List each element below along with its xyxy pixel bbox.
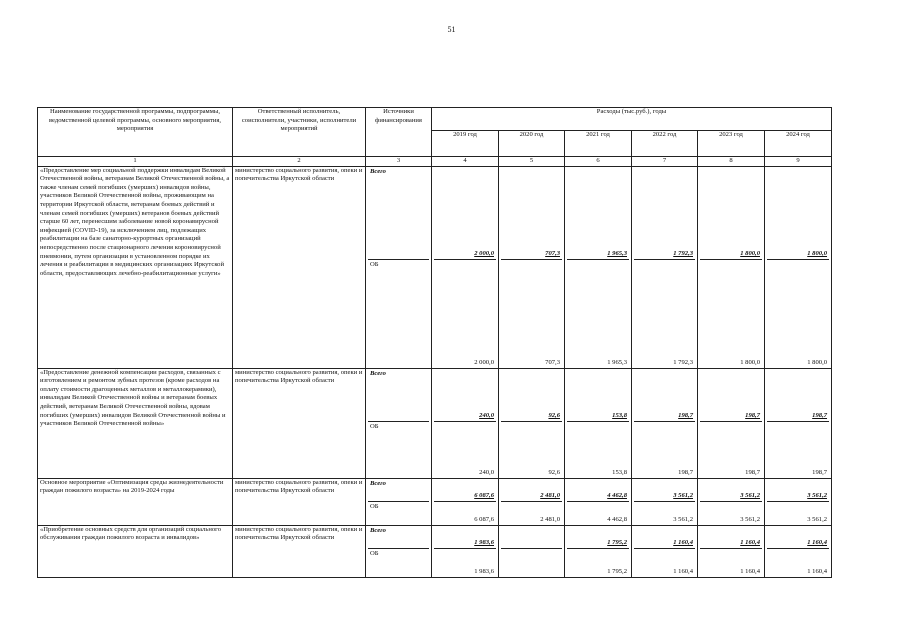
year-value-cell — [698, 166, 765, 368]
table-row — [38, 166, 832, 368]
year-value-cell — [698, 525, 765, 577]
source-total-label: Всего — [368, 369, 429, 422]
year-value-cell — [765, 368, 832, 478]
ob-value: 153,8 — [612, 469, 627, 476]
funding-sources — [366, 478, 432, 525]
ob-value: 4 462,8 — [607, 516, 627, 523]
year-value-cell — [565, 166, 632, 368]
table-row — [38, 525, 832, 577]
total-value: 1 160,4 — [767, 526, 829, 549]
ob-value: 2 481,0 — [540, 516, 560, 523]
funding-sources — [366, 368, 432, 478]
activity-name: «Предоставление денежной компенсации расходов, связанных с изготовлением и ремонтом зубных протезов (кроме расходов на оплату стоимости драгоценных металлов и металлокерамики), инвалидам Великой Отечественной войны и ветеранам боевых действий, ветеранам Великой Отечественной войны, вдовам погибших (умерших) инвалидов Великой Отечественной войны и участников Великой Отечественной войны» — [38, 368, 233, 478]
year-value-cell — [499, 478, 565, 525]
year-value-cell — [432, 525, 499, 577]
total-value: 153,8 — [567, 369, 629, 422]
year-value-cell — [765, 525, 832, 577]
total-value: 1 800,0 — [700, 167, 762, 260]
table-row — [38, 368, 832, 478]
total-value: 1 160,4 — [700, 526, 762, 549]
column-number: 7 — [632, 157, 698, 167]
year-value-cell — [765, 478, 832, 525]
total-value: 1 983,6 — [434, 526, 496, 549]
header-expenses: Расходы (тыс.руб.), годы — [432, 108, 832, 131]
header-year: 2021 год — [565, 131, 632, 157]
header-year: 2020 год — [499, 131, 565, 157]
source-total-label: Всего — [368, 479, 429, 502]
ob-value: 1 160,4 — [807, 568, 828, 575]
total-value: 707,3 — [501, 167, 562, 260]
ob-value: 198,7 — [812, 469, 828, 476]
executor: министерство социального развития, опеки и попечительства Иркутской области — [233, 368, 366, 478]
year-value-cell — [698, 478, 765, 525]
source-ob-label: ОБ — [370, 502, 379, 510]
table-row — [38, 478, 832, 525]
source-total-label: Всего — [368, 167, 429, 260]
year-value-cell — [632, 478, 698, 525]
year-value-cell — [432, 166, 499, 368]
column-number: 9 — [765, 157, 832, 167]
header-name: Наименование государственной программы, подпрограммы, ведомственной целевой программы, основного мероприятия, мероприятия — [38, 108, 233, 157]
ob-value — [501, 549, 562, 577]
ob-value: 6 087,6 — [474, 516, 494, 523]
header-row — [38, 108, 832, 131]
ob-value: 92,6 — [548, 469, 560, 476]
activity-name: «Предоставление мер социальной поддержки инвалидам Великой Отечественной войны, ветеранам Великой Отечественной войны, а также членам семей погибших (умерших) инвалидов войны, участников Великой Отечественной войны, проживающим на территории Иркутской области, ветеранам боевых действий и членам семей погибших (умерших) ветеранов боевых действий старше 60 лет, перенесшим заболевание новой коронавирусной инфекцией (COVID-19), за исключением лиц, подлежащих реабилитации на базе санаторно-курортных организаций непосредственно после стационарного лечения короновирусной пневмонии, путем организации в установленном порядке их лечения и реабилитации в медицинских организациях Иркутской области, предоставляющих лечебно-реабилитационные услуги» — [38, 166, 233, 368]
total-value: 3 561,2 — [634, 479, 695, 502]
year-value-cell — [499, 368, 565, 478]
column-number: 3 — [366, 157, 432, 167]
total-value: 1 160,4 — [634, 526, 695, 549]
budget-table — [37, 107, 832, 578]
ob-value: 240,0 — [479, 469, 494, 476]
total-value: 240,0 — [434, 369, 496, 422]
header-year: 2024 год — [765, 131, 832, 157]
column-number: 5 — [499, 157, 565, 167]
year-value-cell — [632, 368, 698, 478]
total-value: 3 561,2 — [700, 479, 762, 502]
total-value: 1 965,3 — [567, 167, 629, 260]
ob-value: 198,7 — [678, 469, 693, 476]
funding-sources — [366, 166, 432, 368]
total-value: 198,7 — [634, 369, 695, 422]
year-value-cell — [499, 525, 565, 577]
header-year: 2019 год — [432, 131, 499, 157]
ob-value: 1 792,3 — [673, 359, 693, 366]
total-value: 198,7 — [700, 369, 762, 422]
year-value-cell — [565, 478, 632, 525]
year-value-cell — [632, 166, 698, 368]
executor: министерство социального развития, опеки и попечительства Иркутской области — [233, 525, 366, 577]
column-number: 1 — [38, 157, 233, 167]
source-ob-label: ОБ — [370, 549, 379, 557]
source-ob-label: ОБ — [370, 260, 379, 268]
header-executor: Ответственный исполнитель, соисполнители, участники, исполнители мероприятий — [233, 108, 366, 157]
year-value-cell — [565, 525, 632, 577]
total-value: 3 561,2 — [767, 479, 829, 502]
year-value-cell — [632, 525, 698, 577]
year-value-cell — [698, 368, 765, 478]
activity-name: «Приобретение основных средств для организаций социального обслуживания граждан пожилого возраста и инвалидов» — [38, 525, 233, 577]
column-number: 6 — [565, 157, 632, 167]
year-value-cell — [499, 166, 565, 368]
source-ob-label: ОБ — [370, 422, 379, 430]
page-number: 51 — [447, 25, 456, 34]
ob-value: 1 800,0 — [807, 359, 828, 366]
ob-value: 1 983,6 — [474, 568, 494, 575]
executor: министерство социального развития, опеки и попечительства Иркутской области — [233, 478, 366, 525]
ob-value: 3 561,2 — [740, 516, 760, 523]
ob-value: 1 800,0 — [740, 359, 760, 366]
year-value-cell — [432, 478, 499, 525]
column-number-row — [38, 157, 832, 167]
total-value: 6 087,6 — [434, 479, 496, 502]
source-total-label: Всего — [368, 526, 429, 549]
column-number: 2 — [233, 157, 366, 167]
total-value: 1 800,0 — [767, 167, 829, 260]
ob-value: 2 000,0 — [474, 359, 494, 366]
total-value: 2 000,0 — [434, 167, 496, 260]
funding-sources — [366, 525, 432, 577]
ob-value: 3 561,2 — [673, 516, 693, 523]
activity-name: Основное мероприятие «Оптимизация среды жизнедеятельности граждан пожилого возраста» на 2019-2024 годы — [38, 478, 233, 525]
ob-value: 1 160,4 — [740, 568, 760, 575]
column-number: 4 — [432, 157, 499, 167]
ob-value: 1 160,4 — [673, 568, 693, 575]
total-value: 92,6 — [501, 369, 562, 422]
header-sources: Источники финансирования — [366, 108, 432, 157]
header-year: 2022 год — [632, 131, 698, 157]
ob-value: 198,7 — [745, 469, 760, 476]
ob-value: 1 795,2 — [607, 568, 627, 575]
year-value-cell — [765, 166, 832, 368]
total-value — [501, 526, 562, 549]
ob-value: 1 965,3 — [607, 359, 627, 366]
total-value: 1 795,2 — [567, 526, 629, 549]
ob-value: 707,3 — [545, 359, 560, 366]
year-value-cell — [565, 368, 632, 478]
total-value: 4 462,8 — [567, 479, 629, 502]
total-value: 1 792,3 — [634, 167, 695, 260]
ob-value: 3 561,2 — [807, 516, 828, 523]
executor: министерство социального развития, опеки и попечительства Иркутской области — [233, 166, 366, 368]
total-value: 198,7 — [767, 369, 829, 422]
column-number: 8 — [698, 157, 765, 167]
total-value: 2 481,0 — [501, 479, 562, 502]
header-year: 2023 год — [698, 131, 765, 157]
year-value-cell — [432, 368, 499, 478]
